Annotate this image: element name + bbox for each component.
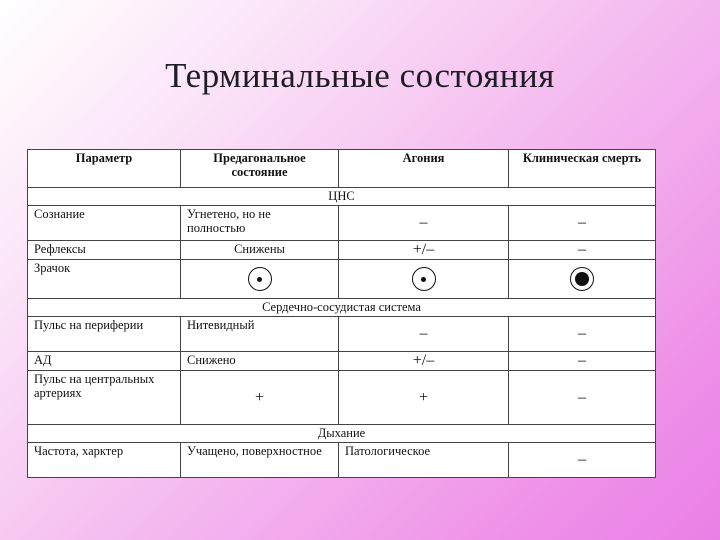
slide-title: Терминальные состояния: [165, 56, 555, 95]
table-row: [28, 352, 656, 371]
clinical-death-cell: –: [509, 371, 656, 425]
header-parameter: Параметр: [28, 150, 181, 188]
clinical-death-cell: –: [509, 241, 656, 260]
table-row: [28, 206, 656, 241]
header-clinical-death: Клиническая смерть: [509, 150, 656, 188]
agony-cell: [339, 259, 509, 298]
dilated-pupil-icon: [570, 267, 594, 291]
terminal-states-table: [27, 149, 655, 478]
clinical-death-cell: –: [509, 206, 656, 241]
table-row: [28, 259, 656, 298]
preagonal-cell: [181, 259, 339, 298]
section-cns: ЦНС: [28, 188, 656, 206]
agony-cell: +/–: [339, 352, 509, 371]
preagonal-cell: Угнетено, но не полностью: [181, 206, 339, 241]
agony-cell: –: [339, 317, 509, 352]
row-label: Пульс на периферии: [28, 317, 181, 352]
narrow-pupil-icon: [412, 267, 436, 291]
table-row: [28, 317, 656, 352]
preagonal-cell: Снижены: [181, 241, 339, 260]
section-row-cardio: [28, 299, 656, 317]
section-cardio: Сердечно-сосудистая система: [28, 299, 656, 317]
agony-cell: +/–: [339, 241, 509, 260]
row-label: Пульс на центральных артериях: [28, 371, 181, 425]
preagonal-cell: Снижено: [181, 352, 339, 371]
header-row: [28, 150, 656, 188]
clinical-death-cell: [509, 259, 656, 298]
agony-cell: Патологическое: [339, 442, 509, 477]
clinical-death-cell: –: [509, 442, 656, 477]
preagonal-cell: Нитевидный: [181, 317, 339, 352]
section-row-cns: [28, 188, 656, 206]
preagonal-cell: +: [181, 371, 339, 425]
row-label: АД: [28, 352, 181, 371]
clinical-death-cell: –: [509, 352, 656, 371]
table-row: [28, 241, 656, 260]
table-row: [28, 371, 656, 425]
section-row-breath: [28, 424, 656, 442]
agony-cell: –: [339, 206, 509, 241]
section-breath: Дыхание: [28, 424, 656, 442]
row-label: Рефлексы: [28, 241, 181, 260]
agony-cell: +: [339, 371, 509, 425]
row-label: Сознание: [28, 206, 181, 241]
narrow-pupil-icon: [248, 267, 272, 291]
preagonal-cell: Учащено, поверхностное: [181, 442, 339, 477]
header-preagonal: Предагональное состояние: [181, 150, 339, 188]
header-agony: Агония: [339, 150, 509, 188]
clinical-death-cell: –: [509, 317, 656, 352]
row-label: Зрачок: [28, 259, 181, 298]
row-label: Частота, харктер: [28, 442, 181, 477]
table-row: [28, 442, 656, 477]
